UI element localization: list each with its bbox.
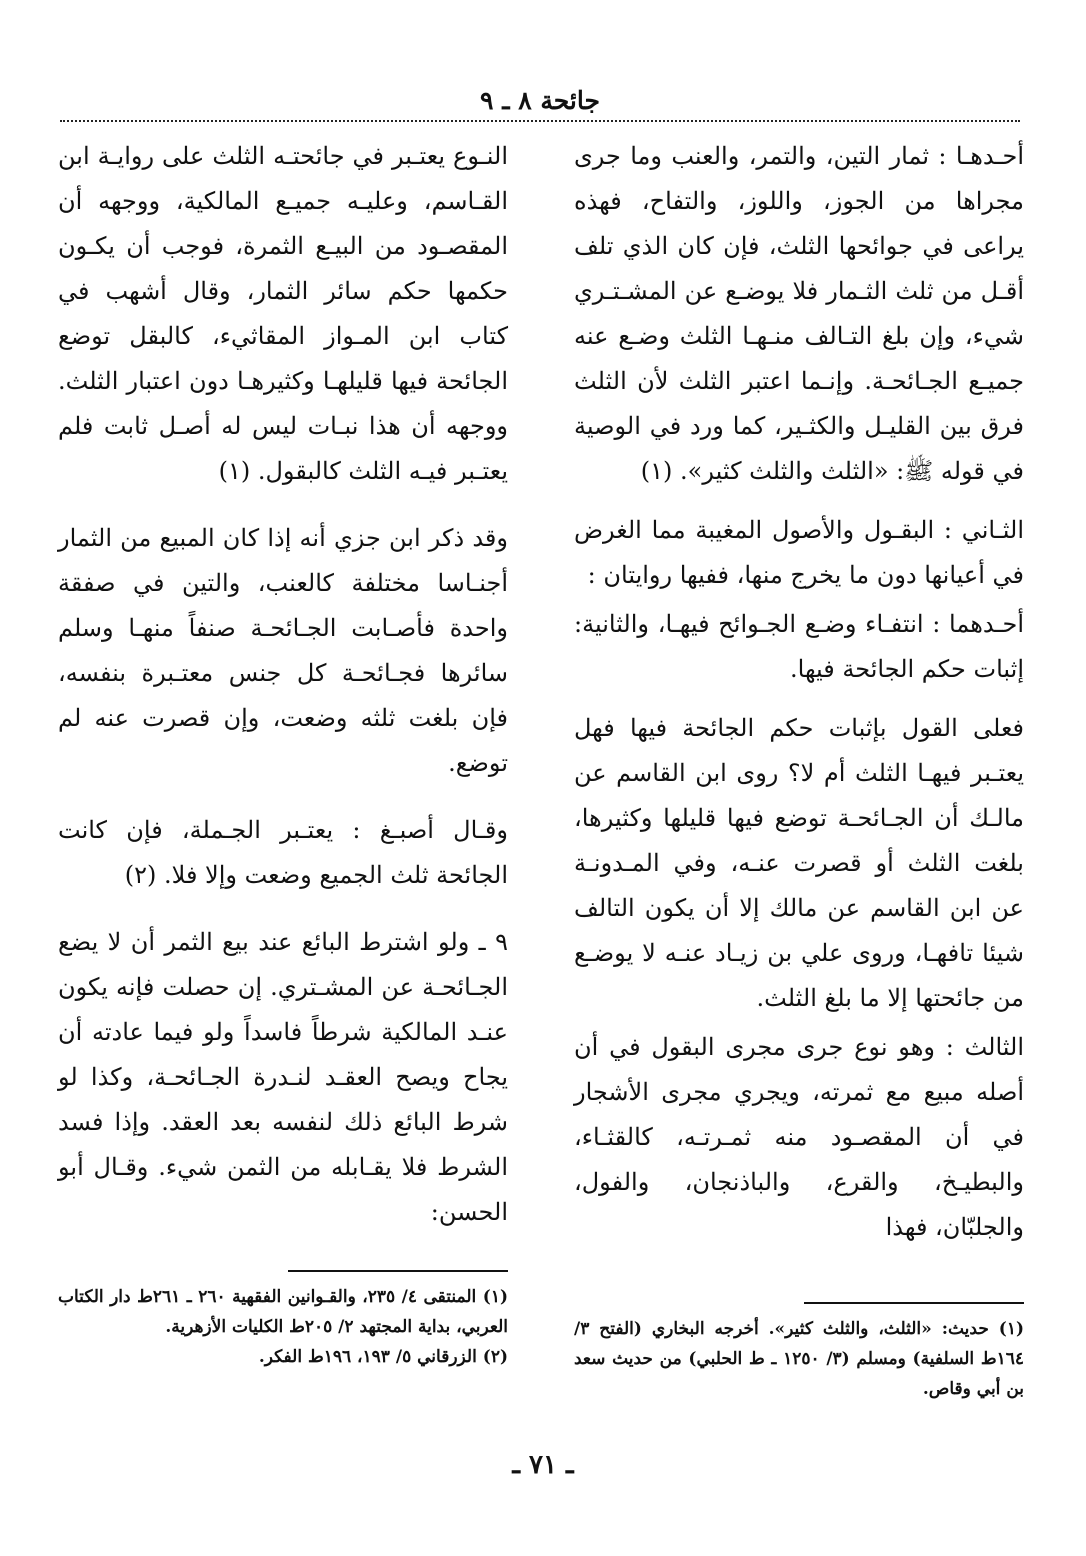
- right-paragraph-1: أحـدهـا : ثمار التين، والتمر، والعنب وما جرى مجراها من الجوز، واللوز، والتفاح، فهذه يراعى في جوائحها الثلث، فإن كان الذي تلف أقـل من ثلث الثـمار فلا يوضـع عن المشـتـري شيء، وإن بلغ التـالف منـهـا الثلث وضـع عنه جميـع الجـائحـة. وإنـما اعتبر الثلث لأن الثلث فرق بين القليـل والكثـير، كما ورد في الوصية في قوله ﷺ: «الثلث والثلث كثير». (١): [574, 142, 1025, 485]
- left-footnote-1: (١) المنتقى ٤/ ٢٣٥، والقـوانين الفقهية ٢٦٠ ـ ٢٦١ط دار الكتاب العربي، بداية المجتهد ٢/ ٢٠٥ط الكليات الأزهرية.: [58, 1287, 508, 1337]
- right-column: [574, 134, 1024, 1434]
- right-paragraph-4: فعلى القول بإثبات حكم الجائحة فيها فهل يعتـبر فيهـا الثلث أم لا؟ روى ابن القاسم عن مالـك أن الجـائحـة توضع فيها قليلها وكثيرها، بلغت الثلث أو قصرت عنـه، وفي المـدونـة عن ابن القاسم عن مالك إلا أن يكون التالف شيئا تافهـا، وروى علي بن زيـاد عنـه لا يوضـع من جائحتها إلا ما بلغ الثلث.: [574, 714, 1024, 1012]
- right-paragraph-2: الثـاني : البقـول والأصول المغيبة مما الغرض في أعيانها دون ما يخرج منها، ففيها روايتان :: [574, 516, 1024, 589]
- left-paragraph-4: ٩ ـ ولو اشترط البائع عند بيع الثمر أن لا يضع الجـائحـة عن المشـتري. إن حصلت فإنه يكون عنـد المالكية شرطاً فاسداً ولو فيما عادته أن يجاح ويصح العقـد لنـدرة الجـائحـة، وكذا لو شرط البائع ذلك لنفسه بعد العقد. وإذا فسد الشرط فلا يقـابله من الثمن شيء. وقـال أبو الحسن:: [58, 928, 508, 1226]
- right-footnote-rule: [804, 1302, 1024, 1304]
- left-footnotes: [58, 1254, 508, 1372]
- left-paragraph-3: وقـال أصبـغ : يعتـبر الجـملة، فإن كانت الجائحة ثلث الجميع وضعت وإلا فلا. (٢): [58, 816, 508, 889]
- page-number: ـ ٧١ ـ: [512, 1450, 574, 1480]
- right-footnotes: [574, 1286, 1024, 1404]
- left-footnote-rule: [288, 1270, 508, 1272]
- right-paragraph-5: الثالث : وهو نوع جرى مجرى البقول في أن أصله مبيع مع ثمرته، ويجري مجرى الأشجار في أن المقصـود منه ثمـرتـه، كالقثـاء، والبطيـخ، والقرع، والباذنجان، والفول، والجلبّان، فهذا: [574, 1033, 1024, 1241]
- left-column: [58, 134, 508, 1434]
- left-paragraph-2: وقد ذكر ابن جزي أنه إذا كان المبيع من الثمار أجنـاسا مختلفة كالعنب، والتين في صفقة واحدة فأصـابت الجـائحـة صنفاً منهـا وسلم سائرها فجـائحـة كل جنس معتـبرة بنفسه، فإن بلغت ثلثه وضعت، وإن قصرت عنه لم توضع.: [58, 524, 508, 777]
- left-footnote-2: (٢) الزرقاني ٥/ ١٩٣، ١٩٦ط الفكر.: [258, 1347, 508, 1367]
- right-footnote-1: (١) حديث: «الثلث، والثلث كثير». أخرجه البخاري (الفتح ٣/ ١٦٤ط السلفية) ومسلم (٣/ ١٢٥٠ ـ ط الحلبي) من حديث سعد بن أبي وقاص.: [574, 1319, 1024, 1399]
- page-header-title: جائحة ٨ ـ ٩: [480, 86, 600, 115]
- left-paragraph-1: النـوع يعتـبر في جائحتـه الثلث على روايـة ابن القـاسم، وعليـه جميـع المالكية، ووجهه أن المقصـود من البيـع الثمرة، فوجب أن يكـون حكمها حكم سائر الثمار، وقال أشهب في كتاب ابن المـواز المقاثيء، كالبقل توضع الجائحة فيها قليلهـا وكثيرهـا دون اعتبار الثلث. ووجهه أن هذا نبـات ليس له أصـل ثابت فلم يعتـبر فيـه الثلث كالبقول. (١): [58, 142, 508, 485]
- right-paragraph-3: أحـدهما : انتفـاء وضـع الجـوائح فيهـا، والثانية: إثبات حكم الجائحة فيها.: [574, 610, 1024, 683]
- header-dotted-divider: [60, 120, 1020, 122]
